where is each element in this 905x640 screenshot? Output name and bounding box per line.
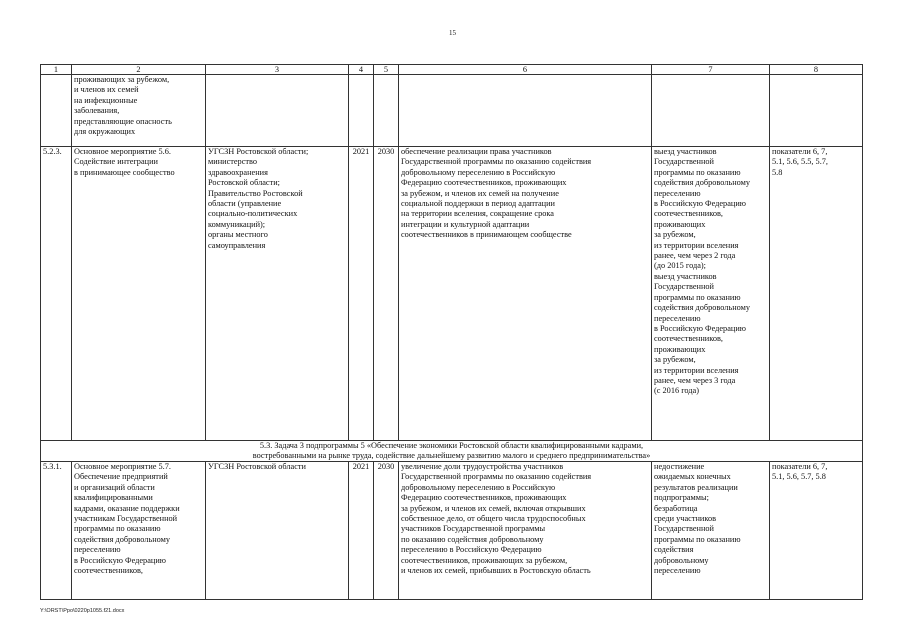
consequences-cell: недостижение ожидаемых конечных результатов реализации подпрограммы; безработица среди участников Государственной программы по оказанию содействия добровольному переселению [652, 462, 770, 600]
header-cell: 7 [652, 65, 770, 75]
executor-cell: УГСЗН Ростовской области; министерство здравоохранения Ростовской области; Правительство Ростовской области (управление социально-политических коммуникаций); органы местного самоуправления [206, 147, 349, 441]
file-path-footer: Y:\ORST\Ppo\0220p1055.f21.docx [40, 608, 125, 614]
table-row [41, 75, 863, 147]
page-number: 15 [449, 29, 456, 37]
consequences-cell: выезд участников Государственной программы по оказанию содействия добровольному переселению в Российскую Федерацию соотечественников, проживающих за рубежом, из территории вселения ранее, чем через 2 года (до 2015 года); выезд участников Государственной программы по оказанию содействия добровольному переселению в Российскую Федерацию соотечественников, проживающих за рубежом, из территории вселения ранее, чем через 3 года (с 2016 года) [652, 147, 770, 441]
number-cell: 5.3.1. [41, 462, 72, 600]
section-row [41, 441, 863, 462]
table-row [41, 147, 863, 441]
measure-name-cell: Основное мероприятие 5.7. Обеспечение предприятий и организаций области квалифицированными кадрами, оказание поддержки участникам Государственной программы по оказанию содействия добровольному переселению в Российскую Федерацию соотечественников, [72, 462, 206, 600]
header-cell: 6 [399, 65, 652, 75]
measure-name-cell: проживающих за рубежом, и членов их семей на инфекционные заболевания, представляющие опасность для окружающих [72, 75, 206, 147]
header-cell: 2 [72, 65, 206, 75]
header-cell: 1 [41, 65, 72, 75]
end-year-cell: 2030 [374, 147, 399, 441]
end-year-cell: 2030 [374, 462, 399, 600]
header-cell: 8 [770, 65, 863, 75]
header-cell: 3 [206, 65, 349, 75]
measure-name-cell: Основное мероприятие 5.6. Содействие интеграции в принимающее сообщество [72, 147, 206, 441]
indicators-cell: показатели 6, 7, 5.1, 5.6, 5.5, 5.7, 5.8 [770, 147, 863, 441]
indicators-cell: показатели 6, 7, 5.1, 5.6, 5.7, 5.8 [770, 462, 863, 600]
executor-cell [206, 75, 349, 147]
header-cell: 5 [374, 65, 399, 75]
consequences-cell [652, 75, 770, 147]
header-row [41, 65, 863, 75]
number-cell: 5.2.3. [41, 147, 72, 441]
start-year-cell [349, 75, 374, 147]
end-year-cell [374, 75, 399, 147]
start-year-cell: 2021 [349, 147, 374, 441]
indicators-cell [770, 75, 863, 147]
result-cell [399, 75, 652, 147]
section-heading: 5.3. Задача 3 подпрограммы 5 «Обеспечение экономики Ростовской области квалифицированными кадрами, востребованными на рынке труда, содействие дальнейшему развитию малого и среднего предпринимательства» [41, 441, 863, 462]
measures-table [40, 64, 863, 600]
table-row [41, 462, 863, 600]
start-year-cell: 2021 [349, 462, 374, 600]
result-cell: увеличение доли трудоустройства участников Государственной программы по оказанию содействия добровольному переселению в Российскую Федерацию соотечественников, проживающих за рубежом, и членов их семей, включая открывших собственное дело, от общего числа трудоспособных участников Государственной программы по оказанию содействия добровольному переселению в Российскую Федерацию соотечественников, проживающих за рубежом, и членов их семей, прибывших в Ростовскую область [399, 462, 652, 600]
header-cell: 4 [349, 65, 374, 75]
executor-cell: УГСЗН Ростовской области [206, 462, 349, 600]
number-cell [41, 75, 72, 147]
result-cell: обеспечение реализации права участников Государственной программы по оказанию содействия добровольному переселению в Российскую Федерацию соотечественников, проживающих за рубежом, и членов их семей на получение социальной поддержки в период адаптации на территории вселения, сокращение срока интеграции и культурной адаптации соотечественников в принимающем сообществе [399, 147, 652, 441]
